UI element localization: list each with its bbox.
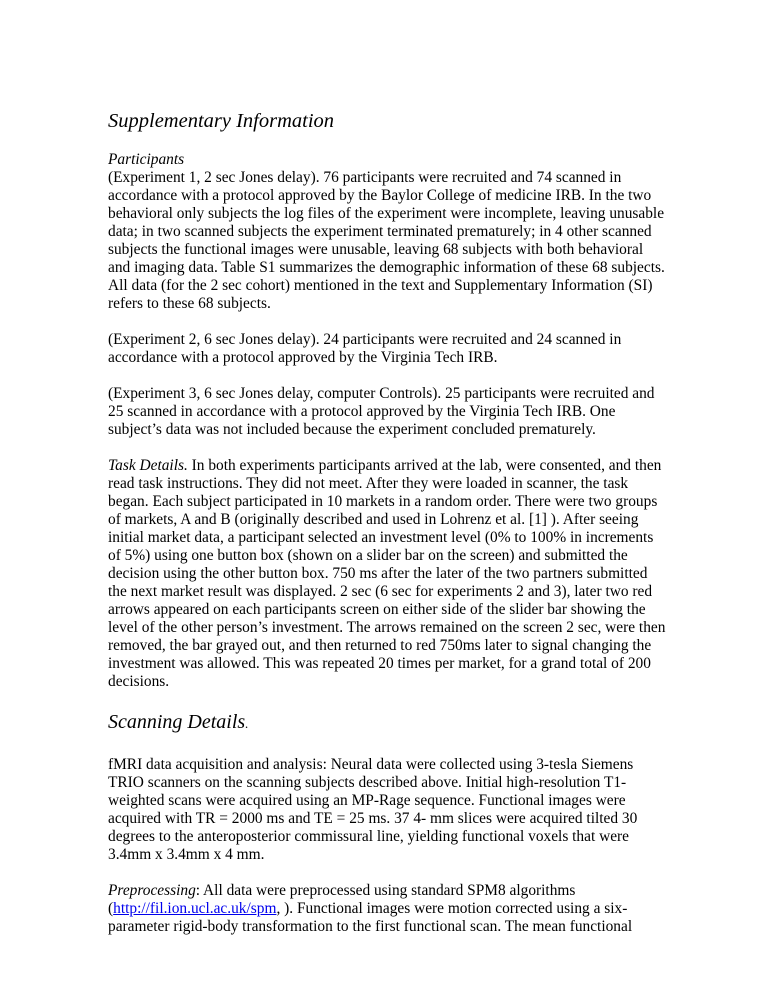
scanning-details-heading-text: Scanning Details <box>108 711 246 733</box>
task-details-text: In both experiments participants arrived at the lab, were consented, and then read task instructions. They did not meet. After they were loaded in scanner, the task began. Each subject participated in 10 markets in a random order. There were two groups of markets, A and B (originally described and used in Lohrenz et al. [1] ). After seeing initial market data, a participant selected an investment level (0% to 100% in increments of 5%) using one button box (shown on a slider bar on the screen) and submitted the decision using the other button box. 750 ms after the later of the two partners submitted the next market result was displayed. 2 sec (6 sec for experiments 2 and 3), later two red arrows appeared on each participants screen on either side of the slider bar showing the level of the other person’s investment. The arrows remained on the screen 2 sec, were then removed, the bar grayed out, and then returned to red 750ms later to signal changing the investment was allowed. This was repeated 20 times per market, for a grand total of 200 decisions. <box>108 457 666 690</box>
participants-exp2-paragraph: (Experiment 2, 6 sec Jones delay). 24 participants were recruited and 24 scanned in accordance with a protocol approved by the Virginia Tech IRB. <box>108 331 622 366</box>
participants-exp1-paragraph <box>108 151 668 313</box>
document-page <box>108 108 668 954</box>
preprocessing-paragraph <box>108 882 668 936</box>
fmri-paragraph: fMRI data acquisition and analysis: Neural data were collected using 3-tesla Siemens TRIO scanners on the scanning subjects described above. Initial high-resolution T1-weighted scans were acquired using an MP-Rage sequence. Functional images were acquired with TR = 2000 ms and TE = 25 ms. 37 4- mm slices were acquired tilted 30 degrees to the anteroposterior commissural line, yielding functional voxels that were 3.4mm x 3.4mm x 4 mm. <box>108 756 638 863</box>
participants-exp1-text: (Experiment 1, 2 sec Jones delay). 76 participants were recruited and 74 scanned in accordance with a protocol approved by the Baylor College of medicine IRB. In the two behavioral only subjects the log files of the experiment were incomplete, leaving unusable data; in two scanned subjects the experiment terminated prematurely; in 4 other scanned subjects the functional images were unusable, leaving 68 subjects with both behavioral and imaging data. Table S1 summarizes the demographic information of these 68 subjects. All data (for the 2 sec cohort) mentioned in the text and Supplementary Information (SI) refers to these 68 subjects. <box>108 169 665 312</box>
preprocessing-text-1: : All data were preprocessed using standard SPM8 algorithms ( <box>108 882 576 917</box>
task-details-label: Task Details. <box>108 457 188 474</box>
scanning-details-heading-dot: . <box>245 716 249 731</box>
scanning-details-heading <box>108 709 668 737</box>
participants-exp3-paragraph: (Experiment 3, 6 sec Jones delay, computer Controls). 25 participants were recruited and 25 scanned in accordance with a protocol approved by the Virginia Tech IRB. One subject’s data was not included because the experiment concluded prematurely. <box>108 385 655 438</box>
participants-label: Participants <box>108 151 185 168</box>
task-details-paragraph <box>108 457 668 691</box>
page-title: Supplementary Information <box>108 110 335 132</box>
preprocessing-text-2: , ). Functional images were motion corrected using a six-parameter rigid-body transformation to the first functional scan. The mean functional <box>108 900 633 935</box>
spm-link[interactable]: http://fil.ion.ucl.ac.uk/spm <box>113 900 277 917</box>
preprocessing-label: Preprocessing <box>108 882 196 899</box>
